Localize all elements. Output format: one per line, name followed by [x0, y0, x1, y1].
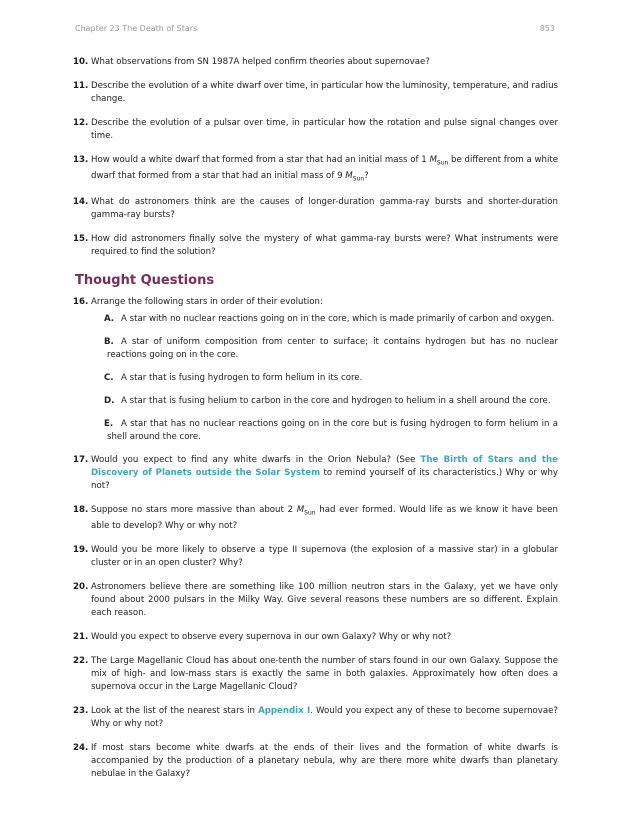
mass-subscript: Sun — [352, 175, 365, 183]
option-c — [75, 372, 558, 385]
question-text-part: had ever formed. Would life as we know it have been able to develop? Why or why not? — [91, 505, 558, 532]
question-text: The Large Magellanic Cloud has about one-tenth the number of stars found in our own Galaxy. Suppose the mix of high- and low-mass stars is exactly the same in both galaxies. Approximately how often does a supernova occur in the Large Magellanic Cloud? — [91, 656, 558, 693]
question-22 — [75, 655, 558, 694]
page-number: 853 — [539, 24, 555, 33]
question-24 — [75, 742, 558, 781]
question-11 — [75, 80, 558, 106]
question-20 — [75, 581, 558, 620]
question-text: What observations from SN 1987A helped confirm theories about supernovae? — [91, 57, 430, 67]
option-text: A star of uniform composition from center to surface; it contains hydrogen but has no nuclear reactions going on in the core. — [107, 337, 558, 361]
question-text: Describe the evolution of a pulsar over time, in particular how the rotation and pulse signal changes over time. — [91, 118, 558, 141]
question-text-part: ? — [364, 170, 369, 181]
option-text: A star that has no nuclear reactions going on in the core but is fusing hydrogen to form helium in a shell around the core. — [107, 419, 558, 443]
question-text-part: be different from a white dwarf that formed from a star that had an initial mass of 9 — [91, 155, 559, 181]
question-23 — [75, 705, 558, 731]
section-heading: Thought Questions — [75, 273, 215, 289]
option-text: A star that is fusing helium to carbon in the core and hydrogen to helium in a shell around the core. — [121, 396, 551, 407]
question-text: Arrange the following stars in order of their evolution: — [91, 297, 323, 308]
option-text: A star with no nuclear reactions going on in the core, which is made primarily of carbon and oxygen. — [121, 314, 555, 325]
question-10 — [75, 56, 558, 69]
option-letter: C. — [104, 373, 114, 384]
question-13 — [75, 154, 558, 185]
question-text-part: Would you expect to find any white dwarfs in the Orion Nebula? (See — [91, 455, 421, 466]
option-b — [75, 336, 558, 362]
mass-subscript: Sun — [436, 159, 449, 167]
question-number: 15. — [73, 234, 89, 245]
question-text-part: to remind yourself of its characteristics.) Why or why not? — [91, 468, 559, 492]
appendix-link[interactable]: Appendix I — [258, 706, 311, 717]
page-header — [75, 24, 555, 36]
question-text-part: Look at the list of the nearest stars in — [91, 706, 259, 717]
question-number: 16. — [73, 297, 89, 308]
question-number: 23. — [73, 706, 89, 717]
option-text: A star that is fusing hydrogen to form helium in its core. — [121, 373, 363, 384]
question-number: 24. — [73, 743, 89, 754]
question-number: 21. — [73, 632, 89, 643]
question-number: 10. — [73, 57, 89, 67]
question-17 — [75, 454, 558, 493]
option-letter: D. — [104, 396, 115, 407]
question-text: If most stars become white dwarfs at the ends of their lives and the formation of white dwarfs is accompanied by the production of a planetary nebula, why are there more white dwarfs than planetary nebulae in the Galaxy? — [91, 743, 558, 780]
question-number: 14. — [73, 197, 89, 208]
option-letter: A. — [104, 314, 115, 325]
question-number: 12. — [73, 118, 89, 128]
question-16 — [75, 296, 558, 309]
question-text: What do astronomers think are the causes of longer-duration gamma-ray bursts and shorter-duration gamma-ray bursts? — [91, 197, 558, 221]
question-18 — [75, 504, 558, 533]
question-12 — [75, 117, 558, 143]
option-letter: E. — [104, 419, 114, 430]
question-21 — [75, 631, 558, 644]
mass-subscript: Sun — [304, 510, 316, 518]
question-text: Would you expect to observe every supernova in our own Galaxy? Why or why not? — [91, 632, 452, 643]
question-number: 20. — [73, 582, 89, 593]
question-text: How did astronomers finally solve the mystery of what gamma-ray bursts were? What instruments were required to find the solution? — [91, 234, 558, 258]
chapter-link[interactable]: The Birth of Stars and the Discovery of Planets outside the Solar System — [91, 455, 558, 479]
question-14 — [75, 196, 558, 222]
question-number: 11. — [73, 81, 89, 91]
question-text-part: . Would you expect any of these to become supernovae? Why or why not? — [91, 706, 558, 730]
mass-symbol: M — [429, 155, 437, 165]
question-text: Would you be more likely to observe a type II supernova (the explosion of a massive star) in a globular cluster or in an open cluster? Why? — [91, 545, 558, 569]
option-a — [75, 313, 558, 326]
question-number: 22. — [73, 656, 89, 667]
question-number: 13. — [73, 155, 89, 165]
question-text-part: How would a white dwarf that formed from a star that had an initial mass of 1 — [91, 155, 430, 165]
question-text-part: Suppose no stars more massive than about 2 — [91, 505, 297, 516]
question-number: 19. — [73, 545, 89, 556]
mass-symbol: M — [296, 505, 305, 516]
question-19 — [75, 544, 558, 570]
chapter-title: Chapter 23 The Death of Stars — [75, 24, 198, 33]
question-15 — [75, 233, 558, 259]
mass-symbol: M — [345, 170, 353, 181]
page-content — [75, 56, 558, 792]
question-number: 17. — [73, 455, 89, 466]
option-e — [75, 418, 558, 444]
question-text: Astronomers believe there are something like 100 million neutron stars in the Galaxy, yet we have only found about 2000 pulsars in the Milky Way. Give several reasons these numbers are so different. Explain each reason. — [91, 582, 558, 619]
question-text: Describe the evolution of a white dwarf over time, in particular how the luminosity, temperature, and radius change. — [91, 81, 558, 104]
question-number: 18. — [73, 505, 89, 516]
option-letter: B. — [104, 337, 114, 348]
option-d — [75, 395, 558, 408]
